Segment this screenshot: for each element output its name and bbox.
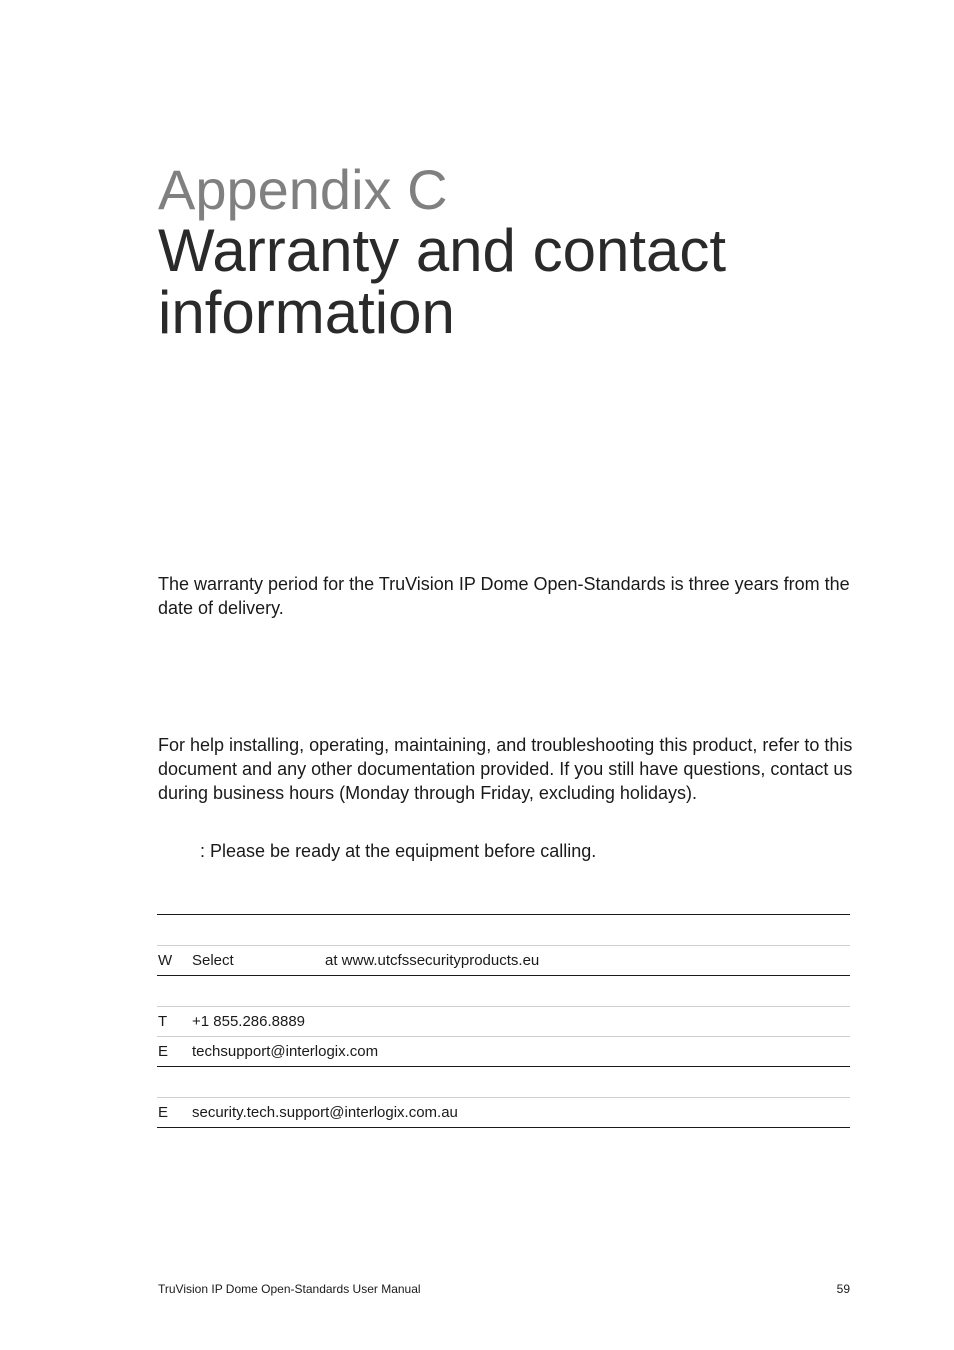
contact-code-web: W [158,952,173,969]
support-note: : Please be ready at the equipment before calling. [200,841,597,861]
table-row [157,1007,850,1037]
table-row [157,946,850,976]
table-row [157,1037,850,1067]
table-row [157,1067,850,1098]
contact-phone-number[interactable]: +1 855.286.8889 [192,1013,306,1030]
support-paragraph: For help installing, operating, maintaining, and troubleshooting this product, refer to this document and any other documentation provided. If you still have questions, contact us during business hours (Monday through Friday, excluding holidays). [158,735,853,803]
contact-web-select: Select [192,952,234,969]
page-title: Warranty and contact information [158,217,727,346]
contact-web-url[interactable]: at www.utcfssecurityproducts.eu [325,952,540,969]
footer-page-number: 59 [836,1282,850,1296]
contact-email-au[interactable]: security.tech.support@interlogix.com.au [192,1104,458,1121]
table-row [157,1098,850,1128]
contact-code-phone: T [158,1013,168,1030]
table-row [157,976,850,1007]
contact-email-us[interactable]: techsupport@interlogix.com [192,1043,379,1060]
appendix-label: Appendix C [158,158,448,221]
table-row [157,915,850,946]
contact-code-email: E [158,1043,169,1060]
contact-table [157,914,850,1128]
warranty-paragraph: The warranty period for the TruVision IP Dome Open-Standards is three years from the date of delivery. [158,574,850,618]
footer-manual-title: TruVision IP Dome Open-Standards User Manual [158,1282,421,1296]
contact-code-email: E [158,1104,169,1121]
